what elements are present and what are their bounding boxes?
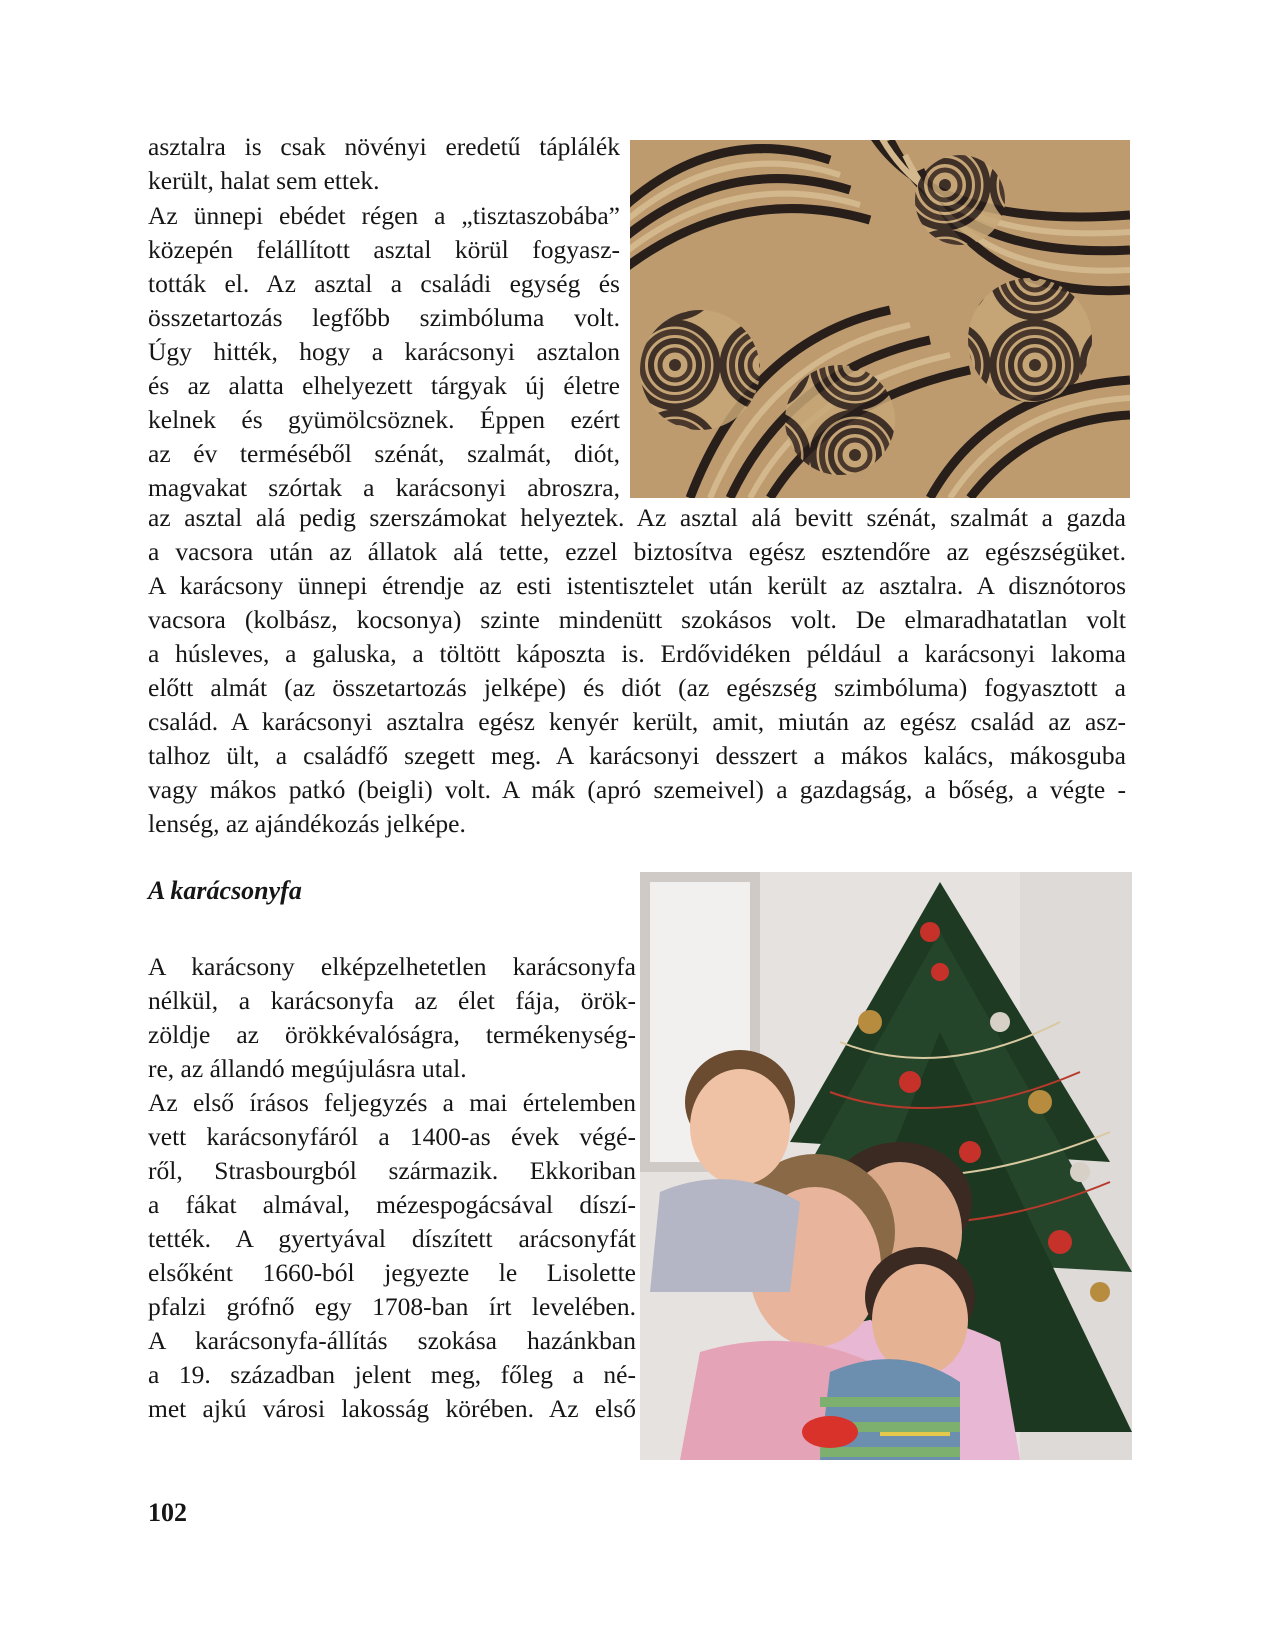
text-line: került, halat sem ettek. <box>148 166 380 195</box>
text-line: tották el. Az asztal a családi egység és <box>148 269 620 298</box>
text-line: asztalra is csak növényi eredetű táplálék <box>148 132 620 161</box>
text-line: tették. A gyertyával díszített arácsonyfát <box>148 1224 636 1253</box>
text-line: kelnek és gyümölcsöznek. Éppen ezért <box>148 405 620 434</box>
text-line: közepén felállított asztal körül fogyasz- <box>148 235 620 264</box>
text-line: és az alatta elhelyezett tárgyak új életre <box>148 371 620 400</box>
text-line: nélkül, a karácsonyfa az élet fája, örök- <box>148 986 636 1015</box>
text-line: A karácsony elképzelhetetlen karácsonyfa <box>148 952 636 981</box>
poppy-seed-roll-photo <box>630 140 1130 498</box>
text-line: A karácsonyfa-állítás szokása hazánkban <box>148 1326 636 1355</box>
text-line: vett karácsonyfáról a 1400-as évek végé- <box>148 1122 636 1151</box>
text-line: előtt almát (az összetartozás jelképe) és diót (az egészség szimbóluma) fogyasztott a <box>148 673 1126 702</box>
text-line: a 19. században jelent meg, főleg a né- <box>148 1360 636 1389</box>
text-line: talhoz ült, a családfő szegett meg. A karácsonyi desszert a mákos kalács, mákosguba <box>148 741 1126 770</box>
text-line: az év terméséből szénát, szalmát, diót, <box>148 439 620 468</box>
text-line: pfalzi grófnő egy 1708-ban írt levelében. <box>148 1292 636 1321</box>
text-line: zöldje az örökkévalóságra, termékenység- <box>148 1020 636 1049</box>
text-line: a fákat almával, mézespogácsával díszí- <box>148 1190 636 1219</box>
text-line: a vacsora után az állatok alá tette, ezzel biztosítva egész esztendőre az egészségüket. <box>148 537 1126 566</box>
text-line: lenség, az ajándékozás jelképe. <box>148 809 466 838</box>
text-line: család. A karácsonyi asztalra egész kenyér került, amit, miután az egész család az asz- <box>148 707 1126 736</box>
page-number: 102 <box>148 1498 187 1527</box>
text-line: met ajkú városi lakosság körében. Az első <box>148 1394 636 1423</box>
text-line: Úgy hitték, hogy a karácsonyi asztalon <box>148 337 620 366</box>
text-line: re, az állandó megújulásra utal. <box>148 1054 467 1083</box>
family-christmas-tree-photo <box>640 872 1132 1460</box>
text-line: A karácsony ünnepi étrendje az esti istentisztelet után került az asztalra. A disznótoros <box>148 571 1126 600</box>
text-line: ről, Strasbourgból származik. Ekkoriban <box>148 1156 636 1185</box>
text-line: vagy mákos patkó (beigli) volt. A mák (apró szemeivel) a gazdagság, a bőség, a végte - <box>148 775 1126 804</box>
section-heading: A karácsonyfa <box>148 876 302 905</box>
text-line: Az első írásos feljegyzés a mai értelemben <box>148 1088 636 1117</box>
text-line: az asztal alá pedig szerszámokat helyeztek. Az asztal alá bevitt szénát, szalmát a gazda <box>148 503 1126 532</box>
text-line: elsőként 1660-ból jegyezte le Lisolette <box>148 1258 636 1287</box>
text-line: magvakat szórtak a karácsonyi abroszra, <box>148 473 620 502</box>
text-line: Az ünnepi ebédet régen a „tisztaszobába” <box>148 201 620 230</box>
text-line: összetartozás legfőbb szimbóluma volt. <box>148 303 620 332</box>
text-line: a húsleves, a galuska, a töltött káposzta is. Erdővidéken például a karácsonyi lakoma <box>148 639 1126 668</box>
text-line: vacsora (kolbász, kocsonya) szinte mindenütt szokásos volt. De elmaradhatatlan volt <box>148 605 1126 634</box>
